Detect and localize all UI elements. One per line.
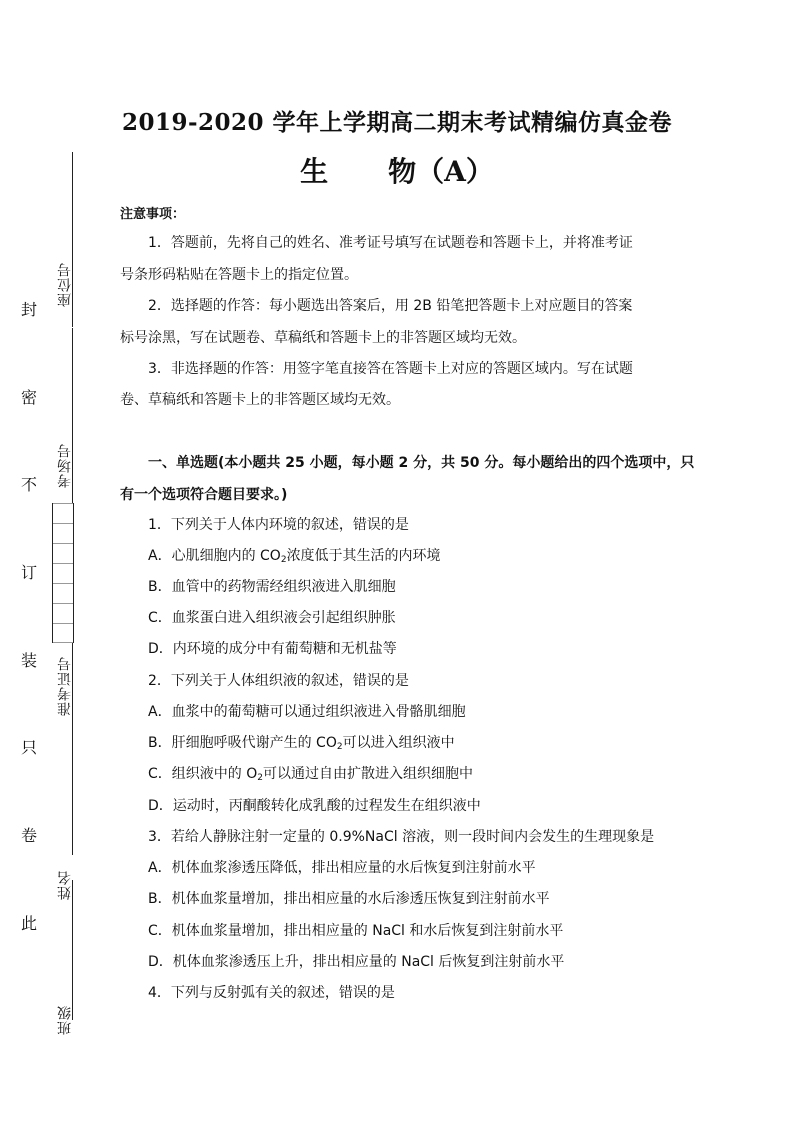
question-3: 3．若给人静脉注射一定量的 0.9%NaCl 溶液，则一段时间内会发生的生理现象是 — [148, 829, 655, 845]
q2c-subscript: 2 — [257, 773, 263, 783]
notice-heading: 注意事项： — [120, 207, 186, 222]
seal-char-2: 密 — [21, 388, 38, 407]
question-2: 2．下列关于人体组织液的叙述，错误的是 — [148, 673, 409, 689]
question-1-option-d: D．内环境的成分中有葡萄糖和无机盐等 — [148, 641, 397, 657]
subject-part-2: 物（A） — [388, 155, 494, 188]
question-3-option-b: B．机体血浆量增加，排出相应量的水后渗透压恢复到注射前水平 — [148, 891, 550, 907]
notice-item-3-line-2: 卷、草稿纸和答题卡上的非答题区域均无效。 — [120, 392, 400, 408]
exam-number-boxes — [52, 503, 74, 643]
notice-item-1-line-2: 号条形码粘贴在答题卡上的指定位置。 — [120, 267, 358, 283]
question-3-option-a: A．机体血浆渗透压降低，排出相应量的水后恢复到注射前水平 — [148, 860, 536, 876]
q1a-text-end: 浓度低于其生活的内环境 — [286, 548, 441, 564]
question-1: 1．下列关于人体内环境的叙述，错误的是 — [148, 517, 409, 533]
class-label: 班级 — [57, 1005, 73, 1035]
question-2-option-a: A．血浆中的葡萄糖可以通过组织液进入骨骼肌细胞 — [148, 704, 466, 720]
q2c-text-end: 可以通过自由扩散进入组织细胞中 — [262, 766, 473, 782]
question-2-option-b — [148, 732, 455, 752]
notice-item-2-line-2: 标号涂黑，写在试题卷、草稿纸和答题卡上的非答题区域均无效。 — [120, 330, 526, 346]
q1a-subscript: 2 — [280, 555, 287, 565]
seal-char-8: 此 — [21, 914, 38, 933]
q2c-text: C．组织液中的 O — [148, 766, 258, 782]
admission-number-label: 准考证号 — [57, 656, 73, 716]
seal-char-5: 装 — [21, 651, 38, 670]
seal-char-3: 不 — [21, 475, 38, 494]
question-4: 4．下列与反射弧有关的叙述，错误的是 — [148, 985, 395, 1001]
seal-char-1: 封 — [21, 300, 38, 319]
q2b-subscript: 2 — [336, 742, 343, 752]
question-2-option-c — [148, 763, 473, 783]
q2b-text: B．肝细胞呼吸代谢产生的 CO — [148, 735, 337, 751]
question-3-option-d: D．机体血浆渗透压上升，排出相应量的 NaCl 后恢复到注射前水平 — [148, 954, 565, 970]
seal-char-4: 订 — [21, 563, 38, 582]
notice-item-3-line-1: 3．非选择题的作答：用签字笔直接答在答题卡上对应的答题区域内。写在试题 — [148, 361, 633, 377]
question-2-option-d: D．运动时，丙酮酸转化成乳酸的过程发生在组织液中 — [148, 798, 481, 814]
exam-room-label: 考场号 — [57, 443, 73, 488]
binding-line-bottom — [72, 880, 73, 1020]
subject-title — [0, 150, 794, 190]
question-1-option-b: B．血管中的药物需经组织液进入肌细胞 — [148, 579, 396, 595]
question-3-option-c: C．机体血浆量增加，排出相应量的 NaCl 和水后恢复到注射前水平 — [148, 923, 564, 939]
seat-number-label: 座位号 — [57, 262, 73, 307]
section-heading-line-2: 有一个选项符合题目要求。) — [120, 487, 288, 503]
subject-part-1: 生 — [300, 155, 329, 188]
name-label: 姓名 — [57, 870, 73, 900]
notice-item-1-line-1: 1．答题前，先将自己的姓名、准考证号填写在试题卷和答题卡上，并将准考证 — [148, 235, 633, 251]
question-1-option-c: C．血浆蛋白进入组织液会引起组织肿胀 — [148, 610, 396, 626]
q2b-text-end: 可以进入组织液中 — [342, 735, 455, 751]
seal-char-6: 只 — [21, 738, 38, 757]
exam-title: 2019-2020 学年上学期高二期末考试精编仿真金卷 — [121, 109, 673, 136]
seal-char-7: 卷 — [21, 826, 38, 845]
section-heading-line-1: 一、单选题(本小题共 25 小题，每小题 2 分，共 50 分。每小题给出的四个选项中，只 — [148, 455, 695, 471]
q1a-text: A．心肌细胞内的 CO — [148, 548, 281, 564]
notice-item-2-line-1: 2．选择题的作答：每小题选出答案后，用 2B 铅笔把答题卡上对应题目的答案 — [148, 298, 633, 314]
question-1-option-a — [148, 545, 441, 565]
